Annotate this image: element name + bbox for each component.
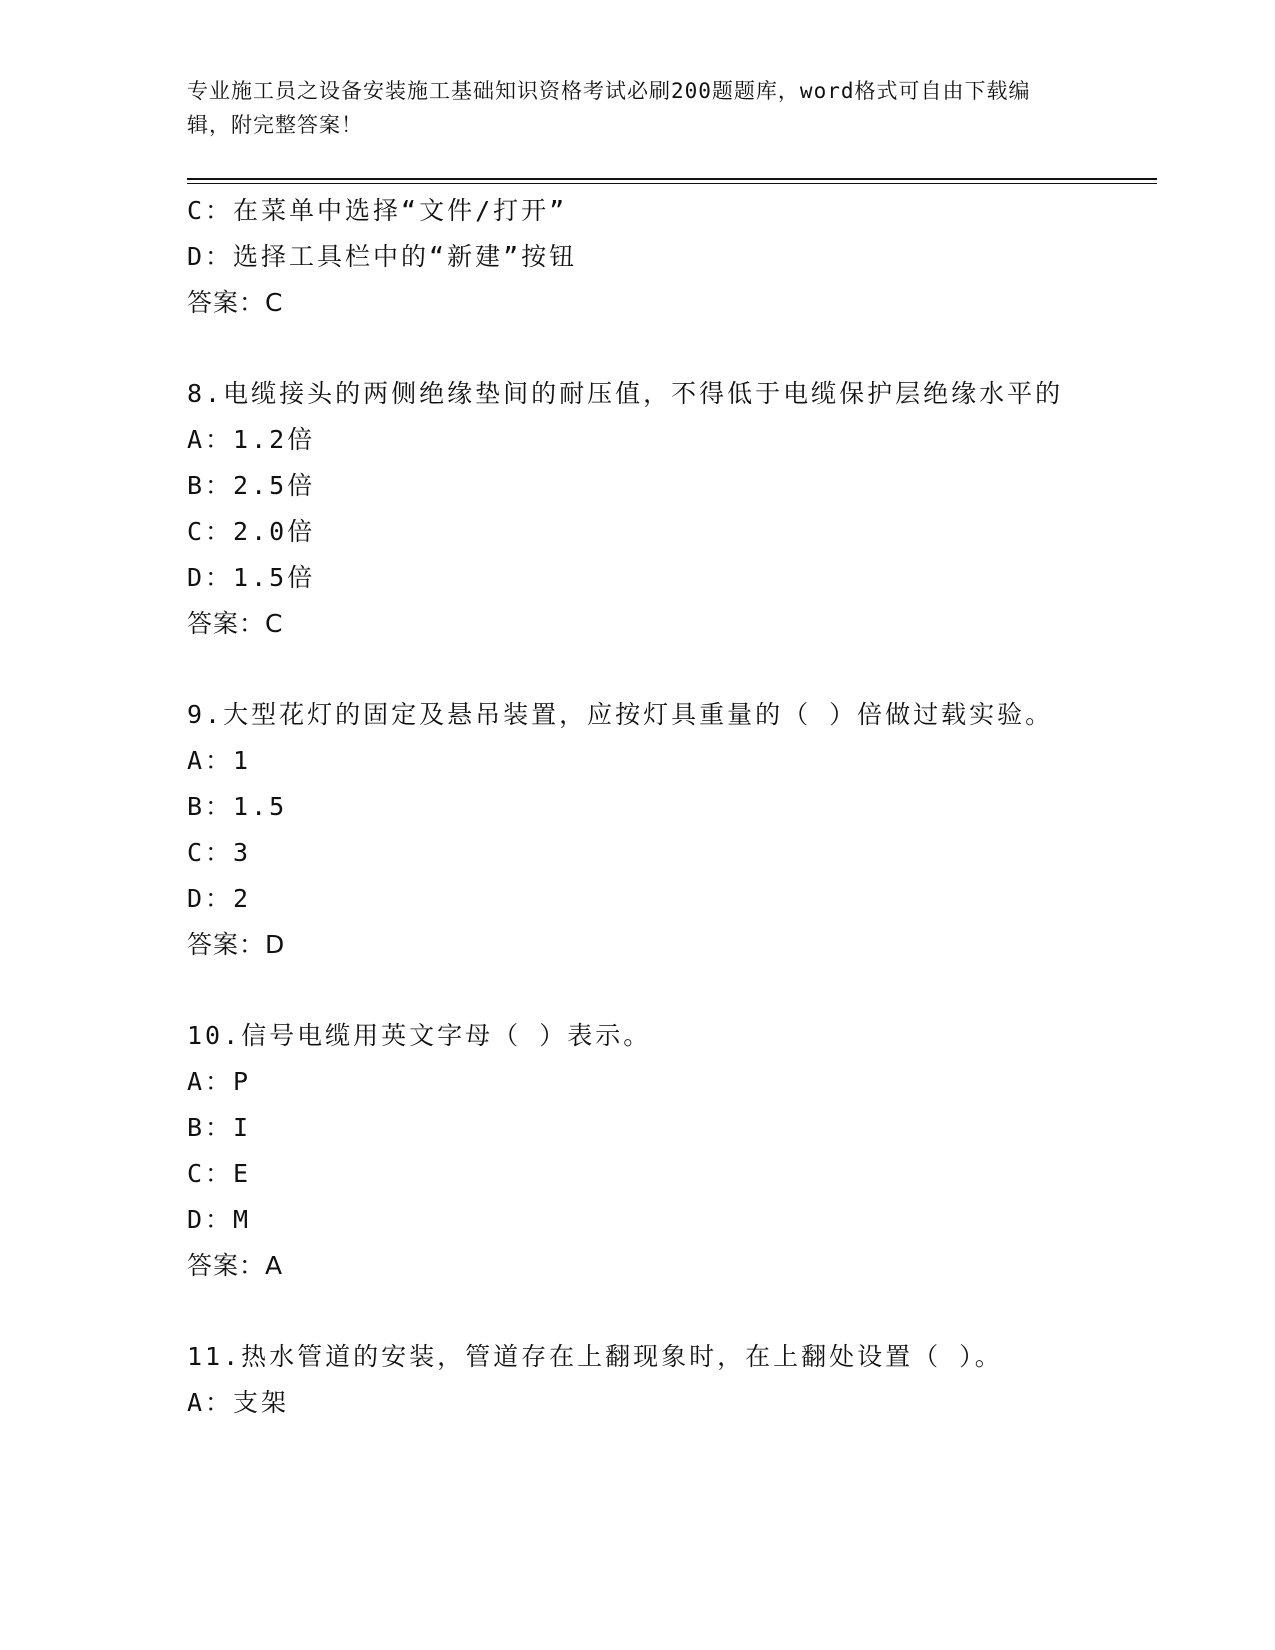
option-b: B：2.5倍	[187, 471, 316, 500]
answer: 答案：A	[187, 1251, 284, 1280]
option-b: B：I	[187, 1113, 252, 1142]
document-header: 专业施工员之设备安装施工基础知识资格考试必刷200题题库，word格式可自由下载编辑，附完整答案！	[187, 79, 1031, 137]
option-c: C：在菜单中选择“文件/打开”	[187, 196, 568, 225]
question-9	[187, 692, 1067, 968]
question-text: 8.电缆接头的两侧绝缘垫间的耐压值，不得低于电缆保护层绝缘水平的	[187, 379, 1064, 408]
option-a: A：P	[187, 1067, 252, 1096]
option-a: A：支架	[187, 1388, 290, 1417]
option-b: B：1.5	[187, 792, 288, 821]
question-text: 9.大型花灯的固定及悬吊装置，应按灯具重量的（ ）倍做过载实验。	[187, 700, 1054, 729]
header-rule-thick	[187, 178, 1157, 180]
prev-question-block	[187, 188, 1067, 326]
question-10	[187, 1013, 1067, 1289]
question-8	[187, 371, 1067, 647]
question-11	[187, 1334, 1067, 1426]
option-c: C：3	[187, 838, 252, 867]
answer: 答案：C	[187, 288, 284, 317]
answer: 答案：C	[187, 609, 284, 638]
header-rule-thin	[187, 183, 1157, 184]
option-d: D：2	[187, 884, 252, 913]
question-text: 10.信号电缆用英文字母（ ）表示。	[187, 1021, 652, 1050]
option-d: D：1.5倍	[187, 563, 316, 592]
option-c: C：2.0倍	[187, 517, 316, 546]
option-a: A：1	[187, 746, 252, 775]
option-d: D：选择工具栏中的“新建”按钮	[187, 242, 578, 271]
option-a: A：1.2倍	[187, 425, 316, 454]
answer: 答案：D	[187, 930, 286, 959]
option-d: D：M	[187, 1205, 252, 1234]
option-c: C：E	[187, 1159, 252, 1188]
question-text: 11.热水管道的安装，管道存在上翻现象时，在上翻处设置（ ）。	[187, 1342, 1003, 1371]
question-list	[187, 188, 1067, 1426]
